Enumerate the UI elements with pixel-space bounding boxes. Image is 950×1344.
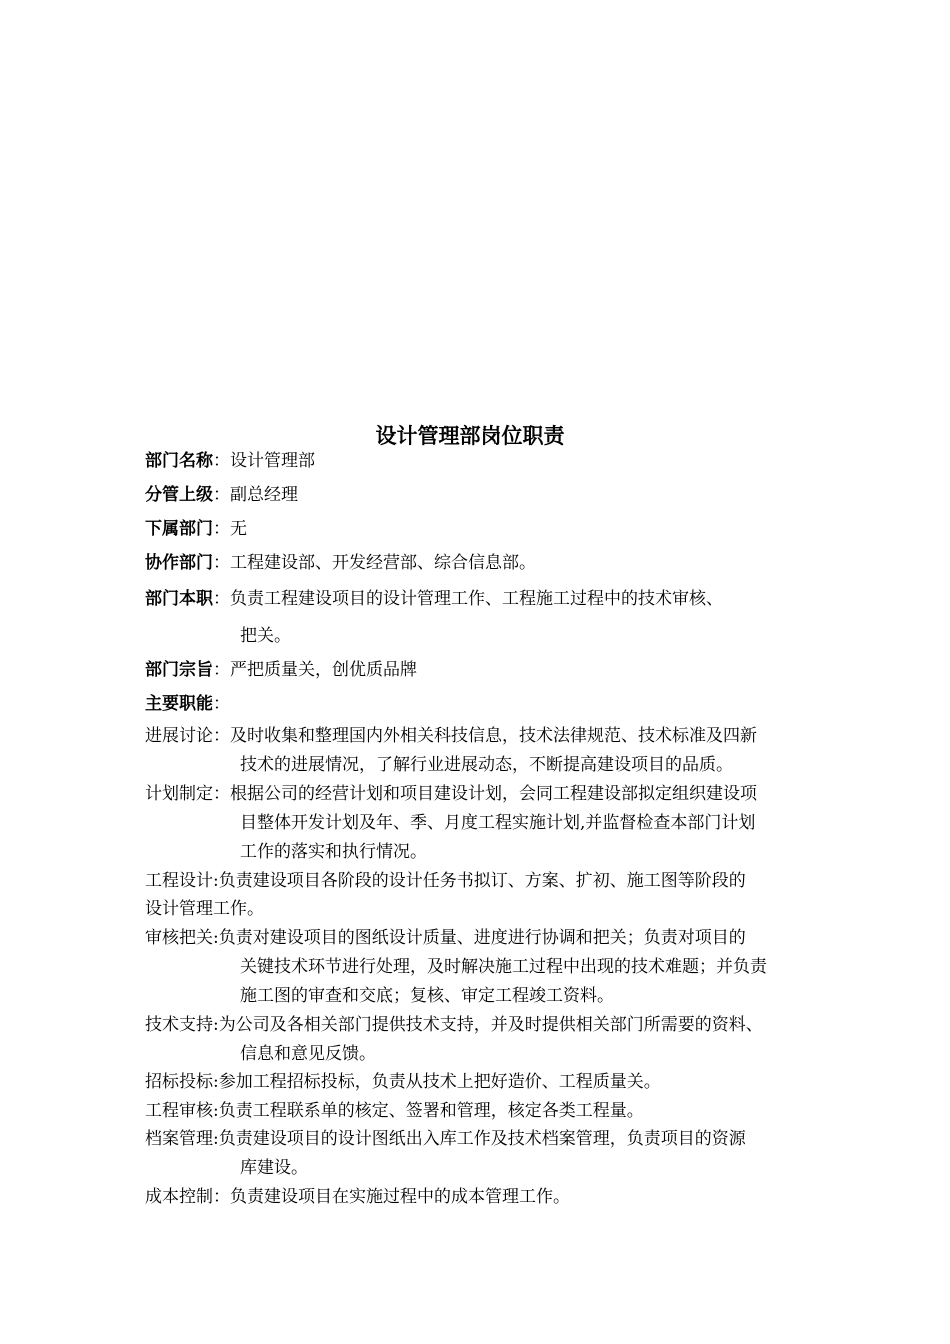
dept-name-value: 设计管理部 — [230, 451, 315, 471]
function-label: 审核把关 — [145, 928, 213, 948]
function-item: 工程审核:负责工程联系单的核定、签署和管理，核定各类工程量。 — [145, 1101, 644, 1121]
superior-label: 分管上级 — [145, 485, 213, 505]
info-purpose: 部门宗旨：严把质量关，创优质品牌 — [145, 660, 417, 680]
function-text: 设计管理工作。 — [145, 899, 264, 919]
info-dept-name: 部门名称：设计管理部 — [145, 451, 315, 471]
function-text: 工作的落实和执行情况。 — [240, 842, 427, 862]
function-text: 库建设。 — [240, 1158, 308, 1178]
function-text: 信息和意见反馈。 — [240, 1044, 376, 1064]
subordinate-label: 下属部门 — [145, 519, 213, 539]
document-title: 设计管理部岗位职责 — [375, 424, 565, 448]
duty-value-1: 负责工程建设项目的设计管理工作、工程施工过程中的技术审核、 — [230, 589, 723, 609]
info-coop: 协作部门：工程建设部、开发经营部、综合信息部。 — [145, 553, 536, 573]
function-label: 计划制定 — [145, 784, 213, 804]
function-label: 档案管理 — [145, 1129, 213, 1149]
coop-label: 协作部门 — [145, 553, 213, 573]
function-label: 技术支持 — [145, 1015, 213, 1035]
info-superior: 分管上级：副总经理 — [145, 485, 298, 505]
function-label: 工程设计 — [145, 871, 213, 891]
coop-value: 工程建设部、开发经营部、综合信息部。 — [230, 553, 536, 573]
duty-label: 部门本职 — [145, 589, 213, 609]
function-item: 工程设计:负责建设项目各阶段的设计任务书拟订、方案、扩初、施工图等阶段的 — [145, 871, 746, 891]
function-label: 成本控制 — [145, 1187, 213, 1207]
function-item: 计划制定：根据公司的经营计划和项目建设计划，会同工程建设部拟定组织建设项 — [145, 784, 757, 804]
function-text: 技术的进展情况，了解行业进展动态，不断提高建设项目的品质。 — [240, 755, 733, 775]
function-item: 进展讨论：及时收集和整理国内外相关科技信息，技术法律规范、技术标准及四新 — [145, 726, 757, 746]
function-item: 档案管理:负责建设项目的设计图纸出入库工作及技术档案管理，负责项目的资源 — [145, 1129, 746, 1149]
function-text: 目整体开发计划及年、季、月度工程实施计划,并监督检查本部门计划 — [240, 813, 756, 833]
main-functions-label: 主要职能 — [145, 694, 213, 714]
info-duty: 部门本职：负责工程建设项目的设计管理工作、工程施工过程中的技术审核、 — [145, 589, 723, 609]
duty-value-2: 把关。 — [240, 626, 291, 646]
function-text: 关键技术环节进行处理，及时解决施工过程中出现的技术难题；并负责 — [240, 957, 767, 977]
dept-name-label: 部门名称 — [145, 451, 213, 471]
function-item: 技术支持:为公司及各相关部门提供技术支持，并及时提供相关部门所需要的资料、 — [145, 1015, 763, 1035]
purpose-label: 部门宗旨 — [145, 660, 213, 680]
function-label: 招标投标 — [145, 1072, 213, 1092]
function-item: 成本控制：负责建设项目在实施过程中的成本管理工作。 — [145, 1187, 570, 1207]
purpose-value: 严把质量关，创优质品牌 — [230, 660, 417, 680]
subordinate-value: 无 — [230, 519, 247, 539]
function-item: 招标投标:参加工程招标投标，负责从技术上把好造价、工程质量关。 — [145, 1072, 661, 1092]
info-subordinate: 下属部门：无 — [145, 519, 247, 539]
function-label: 工程审核 — [145, 1101, 213, 1121]
function-item: 审核把关:负责对建设项目的图纸设计质量、进度进行协调和把关；负责对项目的 — [145, 928, 746, 948]
main-functions-heading: 主要职能： — [145, 694, 230, 714]
function-text: 施工图的审查和交底；复核、审定工程竣工资料。 — [240, 986, 614, 1006]
superior-value: 副总经理 — [230, 485, 298, 505]
function-label: 进展讨论 — [145, 726, 213, 746]
